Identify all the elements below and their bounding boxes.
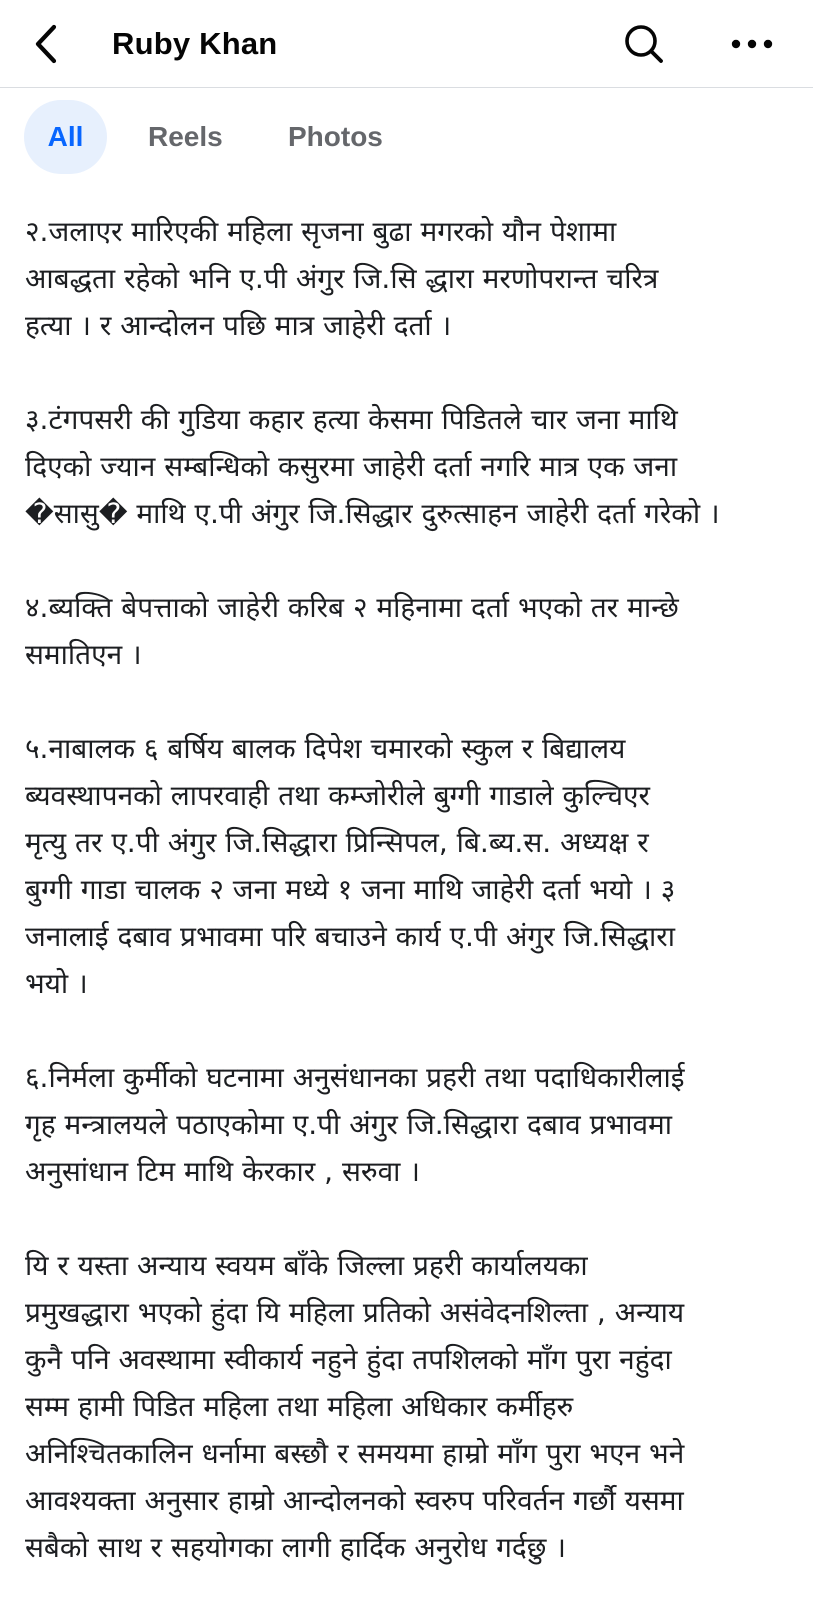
text-line: ३.टंगपसरी की गुडिया कहार हत्या केसमा पिडितले चार जना माथि xyxy=(25,403,678,436)
text-line: प्रमुखद्धारा भएको हुंदा यि महिला प्रतिको असंवेदनशिल्ता , अन्याय xyxy=(25,1296,685,1329)
text-line: यि र यस्ता अन्याय स्वयम बाँके जिल्ला प्रहरी कार्यालयका xyxy=(25,1249,588,1282)
text-line: सम्म हामी पिडित महिला तथा महिला अधिकार कर्मीहरु xyxy=(25,1390,574,1423)
post-paragraph xyxy=(25,1054,805,1195)
text-line: २.जलाएर मारिएकी महिला सृजना बुढा मगरको यौन पेशामा xyxy=(25,215,617,248)
text-line: गृह मन्त्रालयले पठाएकोमा ए.पी अंगुर जि.सिद्धारा दबाव प्रभावमा xyxy=(25,1108,673,1141)
tab-reels[interactable]: Reels xyxy=(148,121,223,152)
text-line: सबैको साथ र सहयोगका लागी हार्दिक अनुरोध गर्दछु । xyxy=(25,1531,566,1564)
page-title: Ruby Khan xyxy=(112,26,278,61)
text-line: ५.नाबालक ६ बर्षिय बालक दिपेश चमारको स्कुल र बिद्यालय xyxy=(25,732,626,765)
more-options-button[interactable] xyxy=(730,26,774,62)
more-horizontal-icon xyxy=(730,26,774,62)
post-body xyxy=(25,208,805,1618)
text-line: बुग्गी गाडा चालक २ जना मध्ये १ जना माथि जाहेरी दर्ता भयो । ३ xyxy=(25,873,676,906)
text-line: ४.ब्यक्ति बेपत्ताको जाहेरी करिब २ महिनामा दर्ता भएको तर मान्छे xyxy=(25,591,679,624)
text-line: ब्यवस्थापनको लापरवाही तथा कम्जोरीले बुग्गी गाडाले कुल्चिएर xyxy=(25,779,650,812)
tab-photos[interactable]: Photos xyxy=(288,121,383,152)
filter-tabs xyxy=(0,88,813,183)
chevron-left-icon xyxy=(30,22,70,66)
text-line: समातिएन । xyxy=(25,638,142,671)
post-paragraph xyxy=(25,208,805,349)
text-line: भयो । xyxy=(25,967,88,1000)
text-line: मृत्यु तर ए.पी अंगुर जि.सिद्धारा प्रिन्सिपल, बि.ब्य.स. अध्यक्ष र xyxy=(25,826,649,859)
post-paragraph xyxy=(25,584,805,678)
text-line: आबद्धता रहेको भनि ए.पी अंगुर जि.सि द्धारा मरणोपरान्त चरित्र xyxy=(25,262,659,295)
text-line: �सासु� माथि ए.पी अंगुर जि.सिद्धार दुरुत्साहन जाहेरी दर्ता गरेको । xyxy=(25,497,720,530)
back-button[interactable] xyxy=(30,22,70,66)
text-line: अनुसांधान टिम माथि केरकार , सरुवा । xyxy=(25,1155,420,1188)
text-line: ६.निर्मला कुर्मीको घटनामा अनुसंधानका प्रहरी तथा पदाधिकारीलाई xyxy=(25,1061,685,1094)
text-line: दिएको ज्यान सम्बन्धिको कसुरमा जाहेरी दर्ता नगरि मात्र एक जना xyxy=(25,450,678,483)
text-line: कुनै पनि अवस्थामा स्वीकार्य नहुने हुंदा तपशिलको माँग पुरा नहुंदा xyxy=(25,1343,672,1376)
search-icon xyxy=(622,22,666,66)
text-line: जनालाई दबाव प्रभावमा परि बचाउने कार्य ए.पी अंगुर जि.सिद्धारा xyxy=(25,920,675,953)
post-paragraph xyxy=(25,396,805,537)
top-app-bar xyxy=(0,0,813,88)
search-button[interactable] xyxy=(622,22,666,66)
post-paragraph xyxy=(25,725,805,1007)
tab-all[interactable]: All xyxy=(24,100,107,174)
post-paragraph xyxy=(25,1242,805,1571)
text-line: अनिश्चितकालिन धर्नामा बस्छौ र समयमा हाम्रो माँग पुरा भएन भने xyxy=(25,1437,685,1470)
text-line: हत्या । र आन्दोलन पछि मात्र जाहेरी दर्ता । xyxy=(25,309,452,342)
text-line: आवश्यक्ता अनुसार हाम्रो आन्दोलनको स्वरुप परिवर्तन गर्छौ यसमा xyxy=(25,1484,684,1517)
